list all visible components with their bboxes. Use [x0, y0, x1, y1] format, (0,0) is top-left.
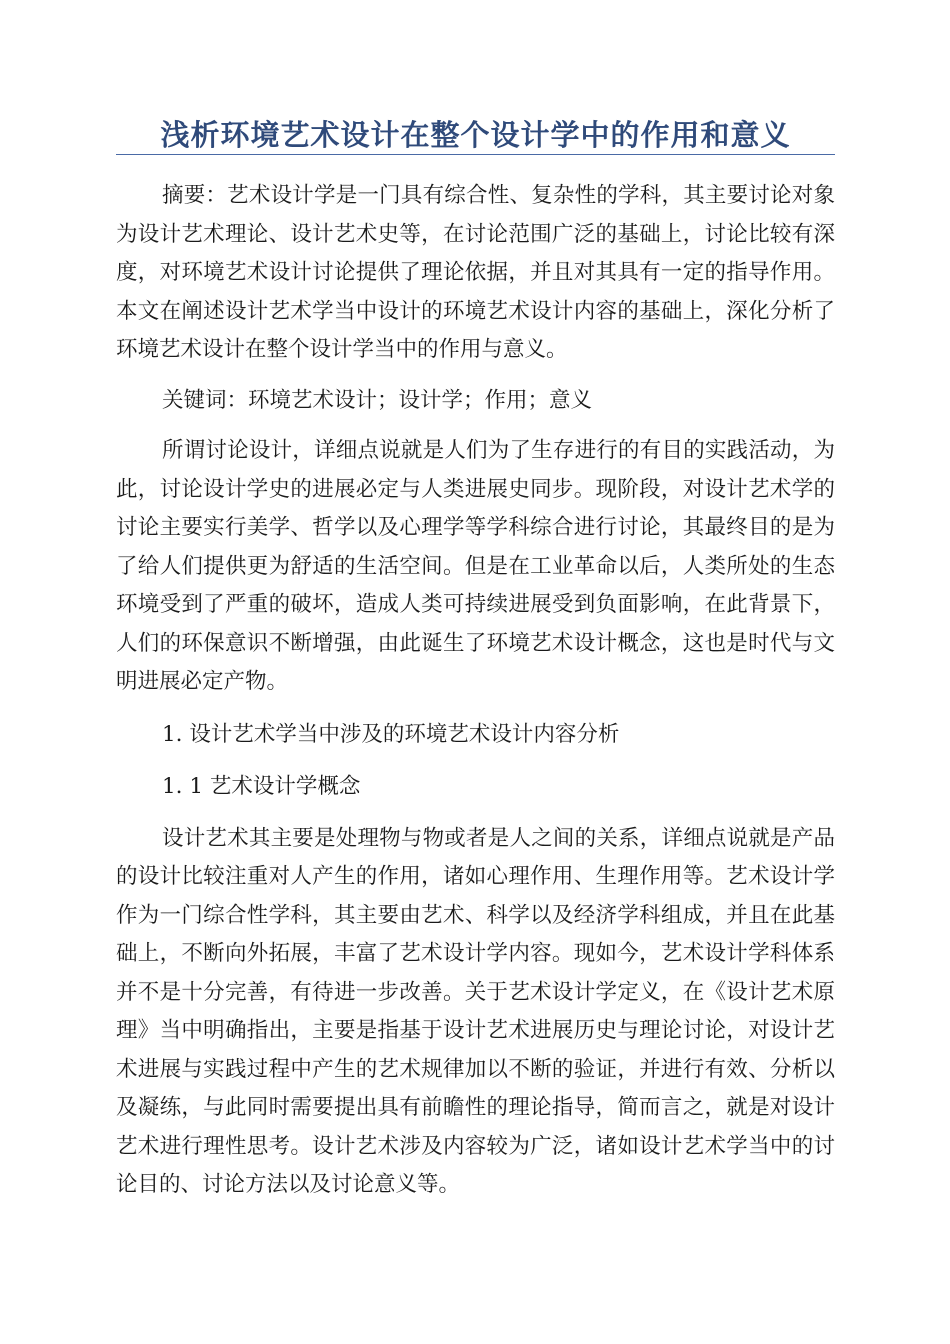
page-title: 浅析环境艺术设计在整个设计学中的作用和意义: [160, 118, 791, 152]
intro-paragraph: 所谓讨论设计，详细点说就是人们为了生存进行的有目的实践活动，为此，讨论设计学史的进展必定与人类进展史同步。现阶段，对设计艺术学的讨论主要实行美学、哲学以及心理学等学科综合进行讨论，其最终目的是为了给人们提供更为舒适的生活空间。但是在工业革命以后，人类所处的生态环境受到了严重的破坏，造成人类可持续进展受到负面影响，在此背景下，人们的环保意识不断增强，由此诞生了环境艺术设计概念，这也是时代与文明进展必定产物。: [116, 438, 835, 694]
keywords-paragraph: 关键词：环境艺术设计；设计学；作用；意义: [162, 387, 593, 413]
abstract-paragraph: 摘要：艺术设计学是一门具有综合性、复杂性的学科，其主要讨论对象为设计艺术理论、设计艺术史等，在讨论范围广泛的基础上，讨论比较有深度，对环境艺术设计讨论提供了理论依据，并且对其具有一定的指导作用。本文在阐述设计艺术学当中设计的环境艺术设计内容的基础上，深化分析了环境艺术设计在整个设计学当中的作用与意义。: [116, 183, 835, 362]
title-underline: [116, 154, 835, 155]
section-heading-1: 1. 设计艺术学当中涉及的环境艺术设计内容分析: [162, 721, 620, 747]
section-heading-1-1: 1. 1 艺术设计学概念: [162, 774, 361, 799]
content-paragraph: 设计艺术其主要是处理物与物或者是人之间的关系，详细点说就是产品的设计比较注重对人产生的作用，诸如心理作用、生理作用等。艺术设计学作为一门综合性学科，其主要由艺术、科学以及经济学科组成，并且在此基础上，不断向外拓展，丰富了艺术设计学内容。现如今，艺术设计学科体系并不是十分完善，有待进一步改善。关于艺术设计学定义，在《设计艺术原理》当中明确指出，主要是指基于设计艺术进展历史与理论讨论，对设计艺术进展与实践过程中产生的艺术规律加以不断的验证，并进行有效、分析以及凝练，与此同时需要提出具有前瞻性的理论指导，简而言之，就是对设计艺术进行理性思考。设计艺术涉及内容较为广泛，诸如设计艺术学当中的讨论目的、讨论方法以及讨论意义等。: [116, 825, 835, 1197]
